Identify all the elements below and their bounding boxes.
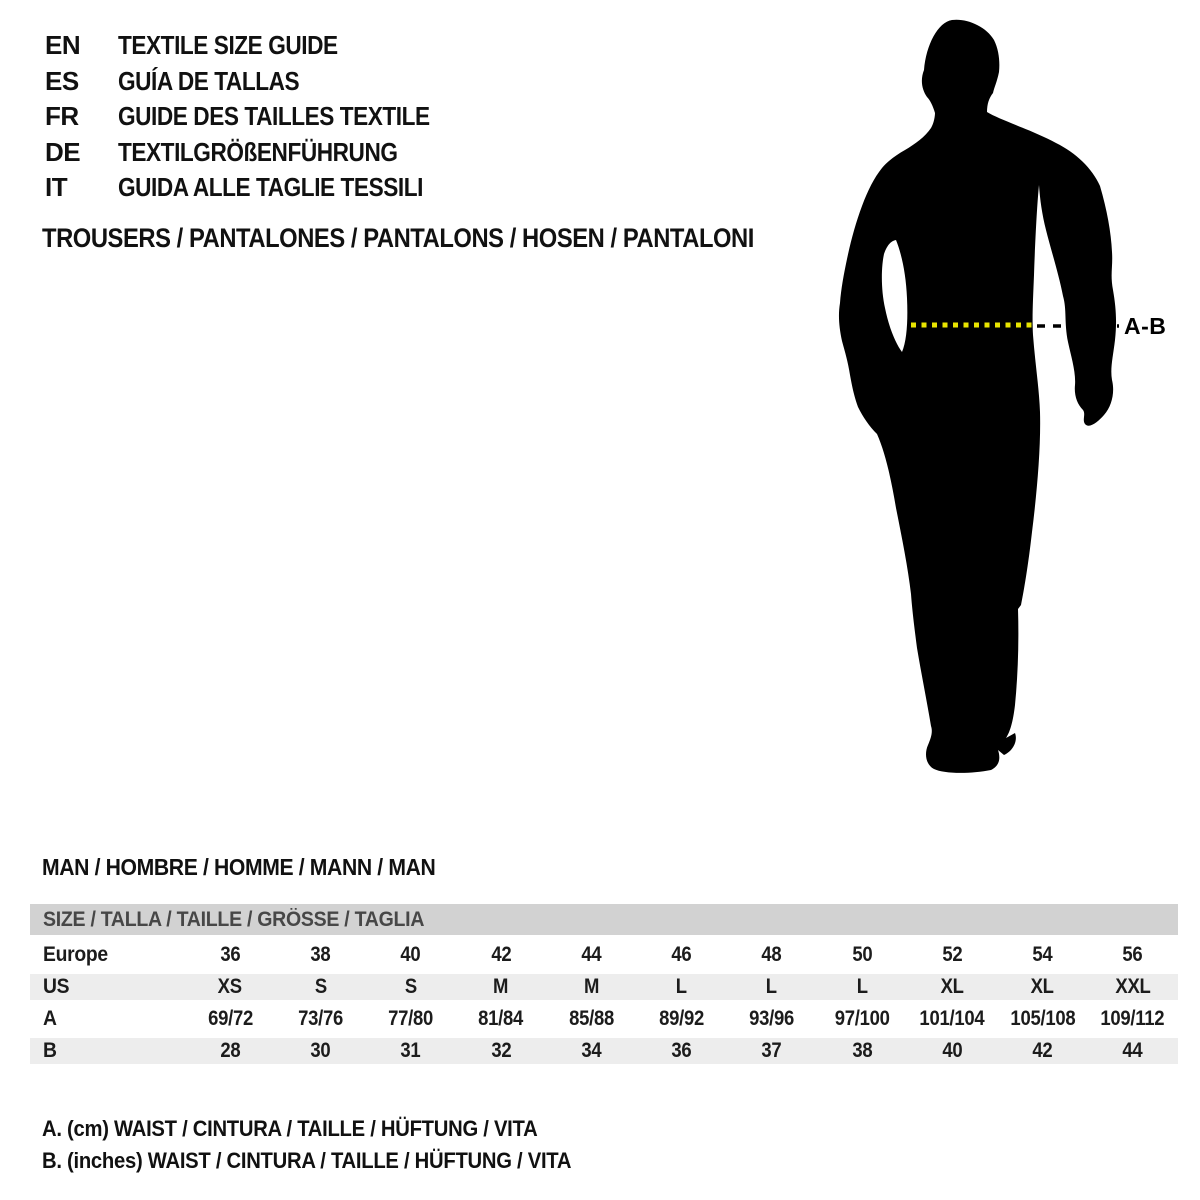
- language-label: TEXTILGRÖßENFÜHRUNG: [118, 136, 398, 167]
- table-cell-value: 42: [1032, 1039, 1053, 1062]
- table-cell: [275, 975, 365, 999]
- table-cell: [456, 943, 546, 967]
- table-cell: [275, 1007, 365, 1031]
- table-cell-value: 38: [310, 943, 331, 966]
- table-cell-value: 54: [1032, 943, 1053, 966]
- language-code: ES: [45, 65, 79, 96]
- row-label: [30, 1039, 185, 1063]
- table-cell: [456, 1007, 546, 1031]
- table-cell: [997, 1039, 1087, 1063]
- language-code: IT: [45, 172, 68, 203]
- table-cell: [817, 1007, 907, 1031]
- row-label-text: US: [43, 975, 70, 998]
- category-title: TROUSERS / PANTALONES / PANTALONS / HOSEN / PANTALONI: [42, 223, 754, 253]
- table-cell-value: XS: [218, 975, 243, 998]
- table-cell: [817, 943, 907, 967]
- table-cell-value: 28: [220, 1039, 241, 1062]
- section-title-man: MAN / HOMBRE / HOMME / MANN / MAN: [42, 854, 436, 880]
- man-silhouette: [839, 20, 1116, 773]
- table-cell-value: S: [314, 975, 327, 998]
- row-label: [30, 943, 185, 967]
- table-cell: [907, 1039, 997, 1063]
- table-row: [30, 971, 1178, 1003]
- table-cell: [907, 943, 997, 967]
- table-cell: [907, 975, 997, 999]
- table-cell-value: 42: [490, 943, 511, 966]
- table-cell-value: 105/108: [1010, 1007, 1075, 1030]
- table-cell: [546, 943, 636, 967]
- table-cell: [636, 1039, 726, 1063]
- row-label-text: A: [43, 1007, 57, 1030]
- table-cell-value: XL: [1030, 975, 1055, 998]
- language-label: GUIDE DES TAILLES TEXTILE: [118, 101, 430, 132]
- table-cell-value: 34: [581, 1039, 602, 1062]
- table-cell: [1088, 943, 1178, 967]
- table-cell: [366, 943, 456, 967]
- size-table-header: [30, 904, 1178, 935]
- language-row: [45, 64, 476, 100]
- table-row: [30, 1003, 1178, 1035]
- table-cell-value: 37: [761, 1039, 782, 1062]
- table-cell-value: L: [766, 975, 778, 998]
- table-cell-value: XXL: [1115, 975, 1151, 998]
- row-label: [30, 975, 185, 999]
- table-cell: [456, 1039, 546, 1063]
- table-cell-value: 48: [761, 943, 782, 966]
- table-cell-value: 97/100: [834, 1007, 890, 1030]
- language-row: [45, 135, 476, 171]
- table-row: [30, 939, 1178, 971]
- table-cell-value: XL: [940, 975, 964, 998]
- table-cell: [997, 975, 1087, 999]
- table-cell: [636, 975, 726, 999]
- footnotes: [42, 1113, 617, 1177]
- table-cell-value: M: [493, 975, 509, 998]
- table-cell-value: 81/84: [478, 1007, 524, 1030]
- table-cell-value: 44: [1122, 1039, 1143, 1062]
- table-cell-value: 101/104: [919, 1007, 985, 1030]
- table-cell: [817, 975, 907, 999]
- table-cell-value: 69/72: [207, 1007, 253, 1030]
- table-cell-value: 89/92: [658, 1007, 704, 1030]
- language-row: [45, 170, 476, 206]
- man-silhouette-figure: [820, 0, 1180, 800]
- table-cell: [727, 1007, 817, 1031]
- table-cell-value: 109/112: [1100, 1007, 1165, 1030]
- table-cell-value: 40: [400, 943, 421, 966]
- table-cell: [1088, 1039, 1178, 1063]
- table-cell: [997, 943, 1087, 967]
- table-cell: [456, 975, 546, 999]
- table-cell-value: 77/80: [388, 1007, 434, 1030]
- table-cell: [275, 943, 365, 967]
- table-cell: [1088, 975, 1178, 999]
- table-cell: [727, 943, 817, 967]
- table-cell: [817, 1039, 907, 1063]
- table-cell: [636, 943, 726, 967]
- language-label: TEXTILE SIZE GUIDE: [118, 30, 338, 61]
- measure-label: A-B: [1124, 313, 1167, 339]
- table-cell-value: L: [675, 975, 687, 998]
- table-cell: [366, 975, 456, 999]
- table-cell-value: 73/76: [297, 1007, 343, 1030]
- footnote-b-inches: B. (inches) WAIST / CINTURA / TAILLE / HÜFTUNG / VITA: [42, 1148, 572, 1173]
- table-cell-value: 36: [671, 1039, 692, 1062]
- table-cell: [636, 1007, 726, 1031]
- table-cell-value: 52: [942, 943, 963, 966]
- table-cell-value: 85/88: [568, 1007, 614, 1030]
- table-cell-value: 40: [942, 1039, 963, 1062]
- language-row: [45, 99, 476, 135]
- table-cell: [907, 1007, 997, 1031]
- table-cell: [366, 1039, 456, 1063]
- table-cell-value: 31: [400, 1039, 421, 1062]
- table-cell: [1088, 1007, 1178, 1031]
- table-cell: [546, 1039, 636, 1063]
- size-table: [30, 904, 1178, 1067]
- table-cell-value: 56: [1122, 943, 1143, 966]
- row-label-text: B: [43, 1039, 57, 1062]
- language-row: [45, 28, 476, 64]
- table-cell: [185, 943, 275, 967]
- table-cell: [185, 1007, 275, 1031]
- language-label: GUÍA DE TALLAS: [118, 65, 300, 96]
- size-table-header-label: SIZE / TALLA / TAILLE / GRÖSSE / TAGLIA: [43, 907, 425, 931]
- row-label: [30, 1007, 185, 1031]
- table-cell-value: 38: [851, 1039, 873, 1062]
- language-label: GUIDA ALLE TAGLIE TESSILI: [118, 172, 423, 203]
- language-title-list: [45, 28, 476, 206]
- table-cell-value: M: [583, 975, 599, 998]
- table-cell-value: 44: [581, 943, 602, 966]
- table-cell: [546, 1007, 636, 1031]
- table-cell-value: 36: [220, 943, 241, 966]
- table-cell-value: 32: [490, 1039, 511, 1062]
- table-cell: [366, 1007, 456, 1031]
- language-code: FR: [45, 101, 79, 132]
- table-cell: [185, 975, 275, 999]
- table-cell-value: 30: [310, 1039, 331, 1062]
- table-cell-value: S: [404, 975, 417, 998]
- language-code: EN: [45, 30, 81, 61]
- size-table-body: [30, 939, 1178, 1067]
- language-code: DE: [45, 136, 81, 167]
- table-cell: [185, 1039, 275, 1063]
- table-cell-value: 50: [851, 943, 873, 966]
- footnote-a-cm: A. (cm) WAIST / CINTURA / TAILLE / HÜFTUNG / VITA: [42, 1116, 538, 1141]
- table-cell-value: L: [856, 975, 868, 998]
- table-cell-value: 93/96: [749, 1007, 795, 1030]
- table-cell: [546, 975, 636, 999]
- table-cell: [727, 1039, 817, 1063]
- table-cell: [275, 1039, 365, 1063]
- table-cell: [997, 1007, 1087, 1031]
- row-label-text: Europe: [43, 943, 108, 966]
- table-cell-value: 46: [671, 943, 692, 966]
- table-cell: [727, 975, 817, 999]
- table-row: [30, 1035, 1178, 1067]
